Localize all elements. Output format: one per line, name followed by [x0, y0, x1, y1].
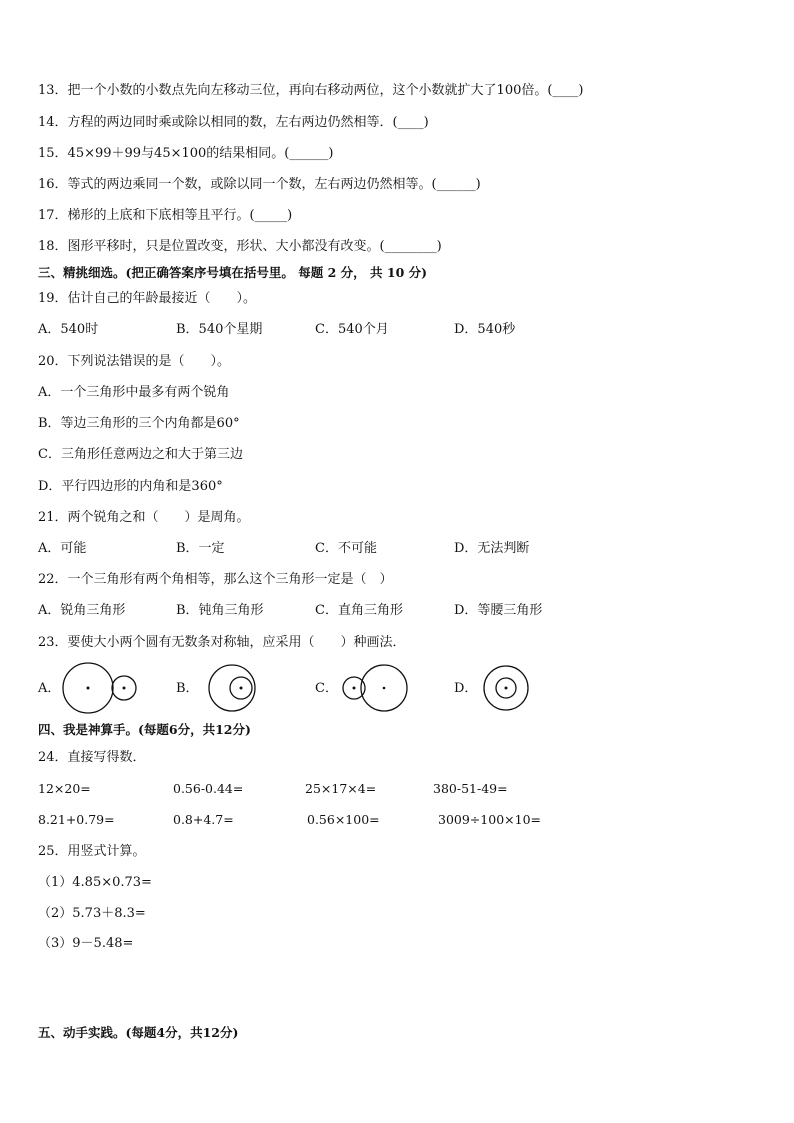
q25-item-3: （3）9－5.48= [38, 936, 134, 951]
q21-option-c: C．不可能 [315, 541, 377, 556]
q19-option-c: C．540个月 [315, 322, 389, 337]
q23-option-b: B． [176, 681, 199, 696]
question-23-stem: 23．要使大小两个圆有无数条对称轴，应采用（ ）种画法． [38, 635, 406, 650]
q23-option-c: C． [315, 681, 338, 696]
q23-figure-b [202, 662, 262, 714]
q25-item-1: （1）4.85×0.73= [38, 875, 152, 890]
calc-item: 0.56-0.44= [173, 781, 244, 796]
q23-option-a: A． [38, 681, 61, 696]
q22-option-a: A．锐角三角形 [38, 603, 126, 618]
calc-item: 0.8+4.7= [173, 812, 234, 827]
question-14: 14．方程的两边同时乘或除以相同的数，左右两边仍然相等．(____) [38, 115, 429, 130]
q20-option-a: A．一个三角形中最多有两个锐角 [38, 385, 230, 400]
question-25-stem: 25．用竖式计算。 [38, 844, 146, 859]
q21-option-a: A．可能 [38, 541, 87, 556]
q19-option-d: D．540秒 [454, 322, 516, 337]
q23-figure-a [60, 662, 140, 714]
q23-figure-c [340, 662, 412, 714]
calc-item: 380-51-49= [433, 781, 508, 796]
calc-item: 25×17×4= [305, 781, 377, 796]
q22-option-b: B．钝角三角形 [176, 603, 264, 618]
calc-item: 0.56×100= [307, 812, 380, 827]
q21-option-d: D．无法判断 [454, 541, 530, 556]
question-22-stem: 22．一个三角形有两个角相等，那么这个三角形一定是（ ） [38, 572, 393, 587]
question-19-stem: 19．估计自己的年龄最接近（ ）。 [38, 291, 257, 306]
section-5-heading: 五、动手实践。(每题4分，共12分) [38, 1025, 239, 1040]
q20-option-d: D．平行四边形的内角和是360° [38, 479, 223, 494]
section-4-heading: 四、我是神算手。(每题6分，共12分) [38, 722, 251, 737]
question-15: 15．45×99＋99与45×100的结果相同。(______) [38, 146, 334, 161]
q22-option-d: D．等腰三角形 [454, 603, 543, 618]
section-3-heading: 三、精挑细选。(把正确答案序号填在括号里。 每题 2 分， 共 10 分) [38, 265, 428, 280]
q20-option-b: B．等边三角形的三个内角都是60° [38, 416, 240, 431]
question-21-stem: 21．两个锐角之和（ ）是周角。 [38, 510, 250, 525]
question-20-stem: 20．下列说法错误的是（ ）。 [38, 354, 231, 369]
q20-option-c: C．三角形任意两边之和大于第三边 [38, 447, 243, 462]
question-18: 18．图形平移时，只是位置改变，形状、大小都没有改变。(________) [38, 239, 442, 254]
q19-option-b: B．540个星期 [176, 322, 263, 337]
question-24-stem: 24．直接写得数． [38, 750, 146, 765]
q19-option-a: A．540时 [38, 322, 99, 337]
question-16: 16．等式的两边乘同一个数，或除以同一个数，左右两边仍然相等。(______) [38, 177, 481, 192]
q25-item-2: （2）5.73＋8.3= [38, 906, 146, 921]
q21-option-b: B．一定 [176, 541, 225, 556]
calc-item: 3009÷100×10= [438, 812, 541, 827]
question-13: 13．把一个小数的小数点先向左移动三位，再向右移动两位，这个小数就扩大了100倍。(____) [38, 83, 584, 98]
q22-option-c: C．直角三角形 [315, 603, 403, 618]
calc-item: 8.21+0.79= [38, 812, 115, 827]
question-17: 17．梯形的上底和下底相等且平行。(_____) [38, 208, 293, 223]
calc-item: 12×20= [38, 781, 91, 796]
q23-option-d: D． [454, 681, 478, 696]
q23-figure-d [480, 662, 532, 714]
